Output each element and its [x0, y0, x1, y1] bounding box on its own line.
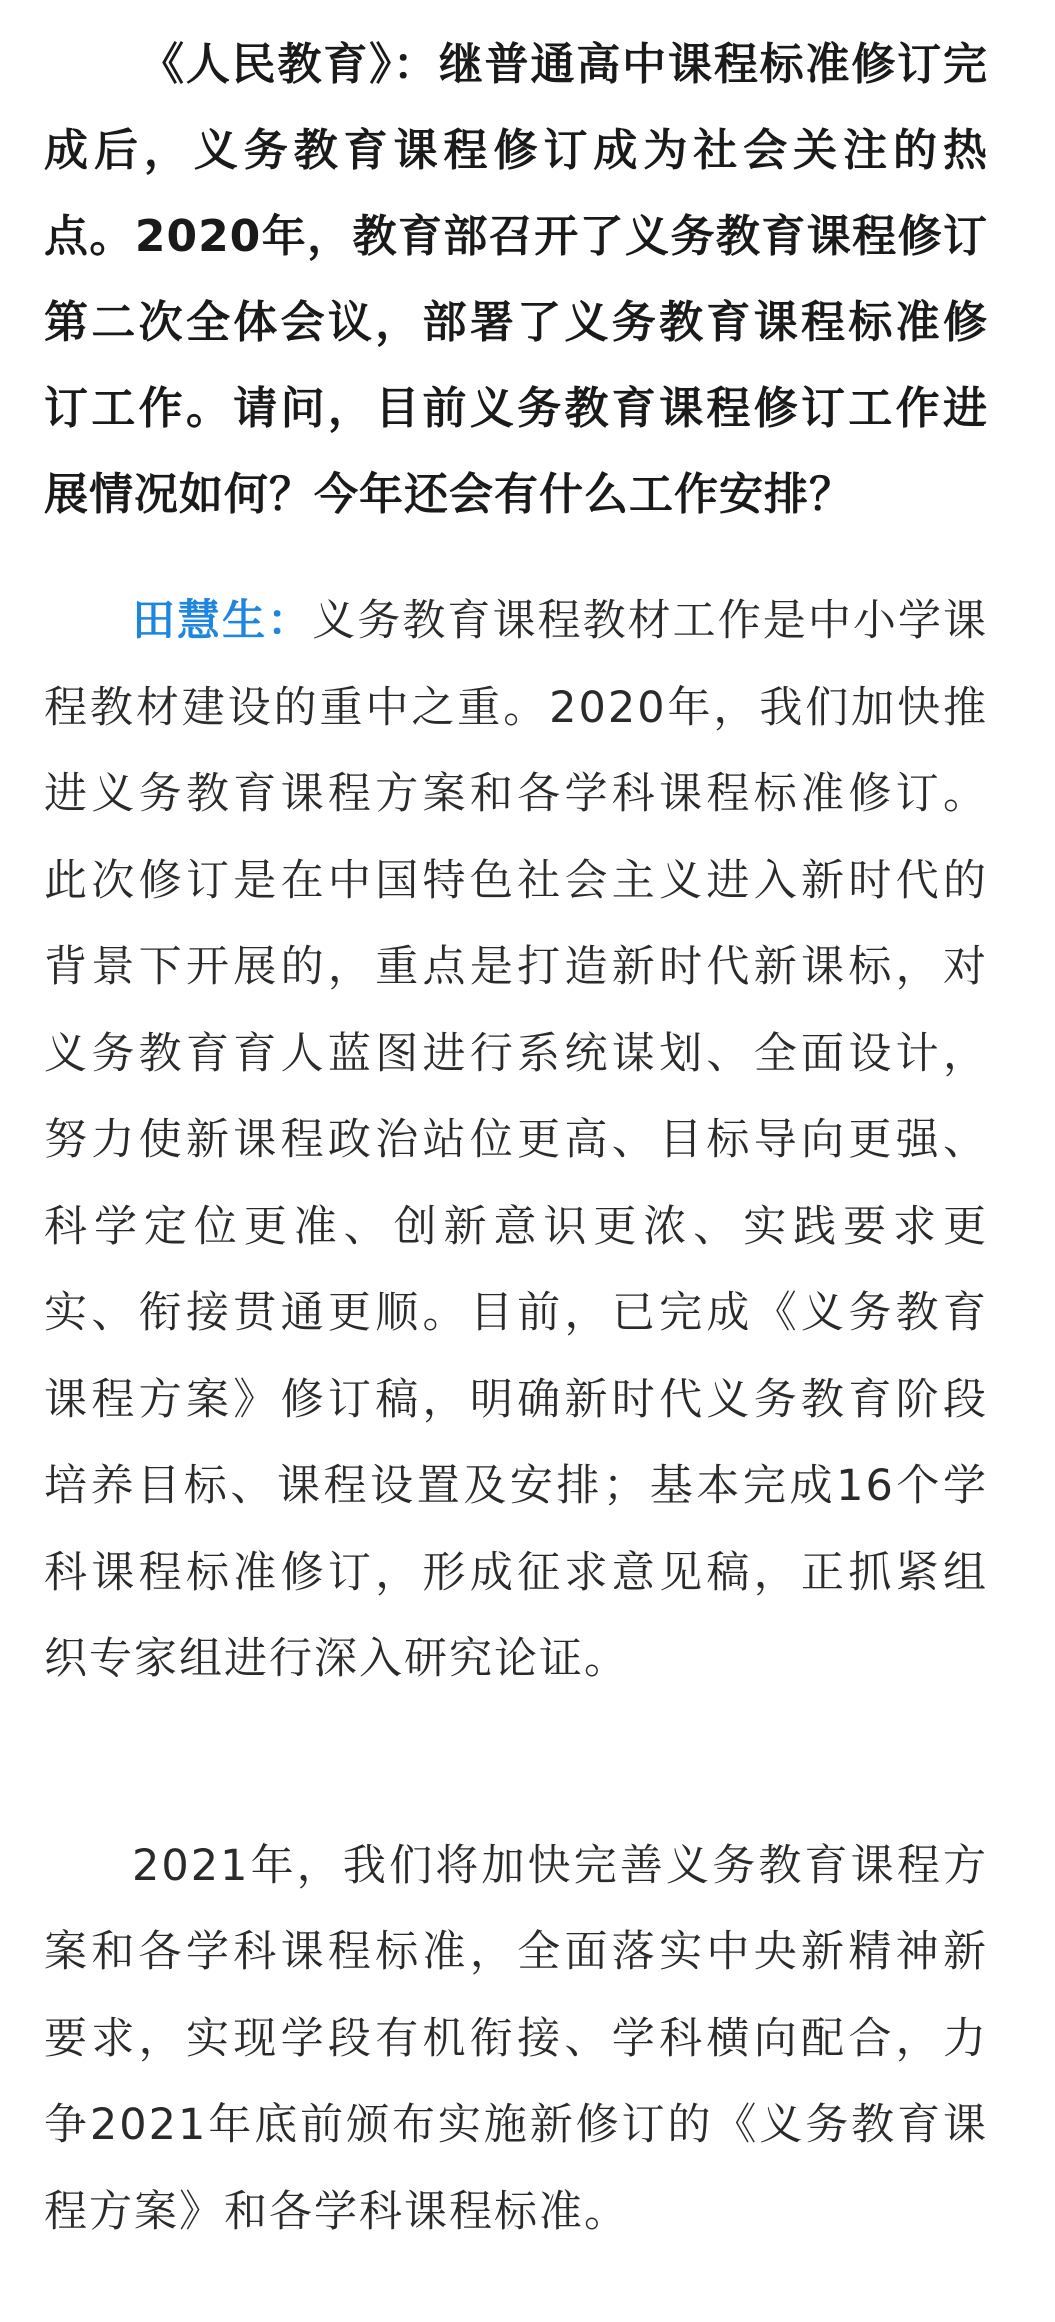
- interview-answer: [44, 578, 988, 1703]
- article-body: [44, 22, 988, 2255]
- plan-text: 2021年，我们将加快完善义务教育课程方案和各学科课程标准，全面落实中央新精神新要求，实现学段有机衔接、学科横向配合，力争2021年底前颁布实施新修订的《义务教育课程方案》和各学科课程标准。: [44, 1840, 988, 2237]
- plan-paragraph: [44, 1823, 988, 2256]
- speaker-name: 田慧生：: [132, 596, 313, 646]
- question-text: 《人民教育》：继普通高中课程标准修订完成后，义务教育课程修订成为社会关注的热点。2020年，教育部召开了义务教育课程修订第二次全体会议，部署了义务教育课程标准修订工作。请问，目前义务教育课程修订工作进展情况如何？今年还会有什么工作安排？: [44, 39, 988, 520]
- interview-question: [44, 22, 988, 538]
- answer-text: 义务教育课程教材工作是中小学课程教材建设的重中之重。2020年，我们加快推进义务教育课程方案和各学科课程标准修订。此次修订是在中国特色社会主义进入新时代的背景下开展的，重点是打造新时代新课标，对义务教育育人蓝图进行系统谋划、全面设计，努力使新课程政治站位更高、目标导向更强、科学定位更准、创新意识更浓、实践要求更实、衔接贯通更顺。目前，已完成《义务教育课程方案》修订稿，明确新时代义务教育阶段培养目标、课程设置及安排；基本完成16个学科课程标准修订，形成征求意见稿，正抓紧组织专家组进行深入研究论证。: [44, 596, 989, 1684]
